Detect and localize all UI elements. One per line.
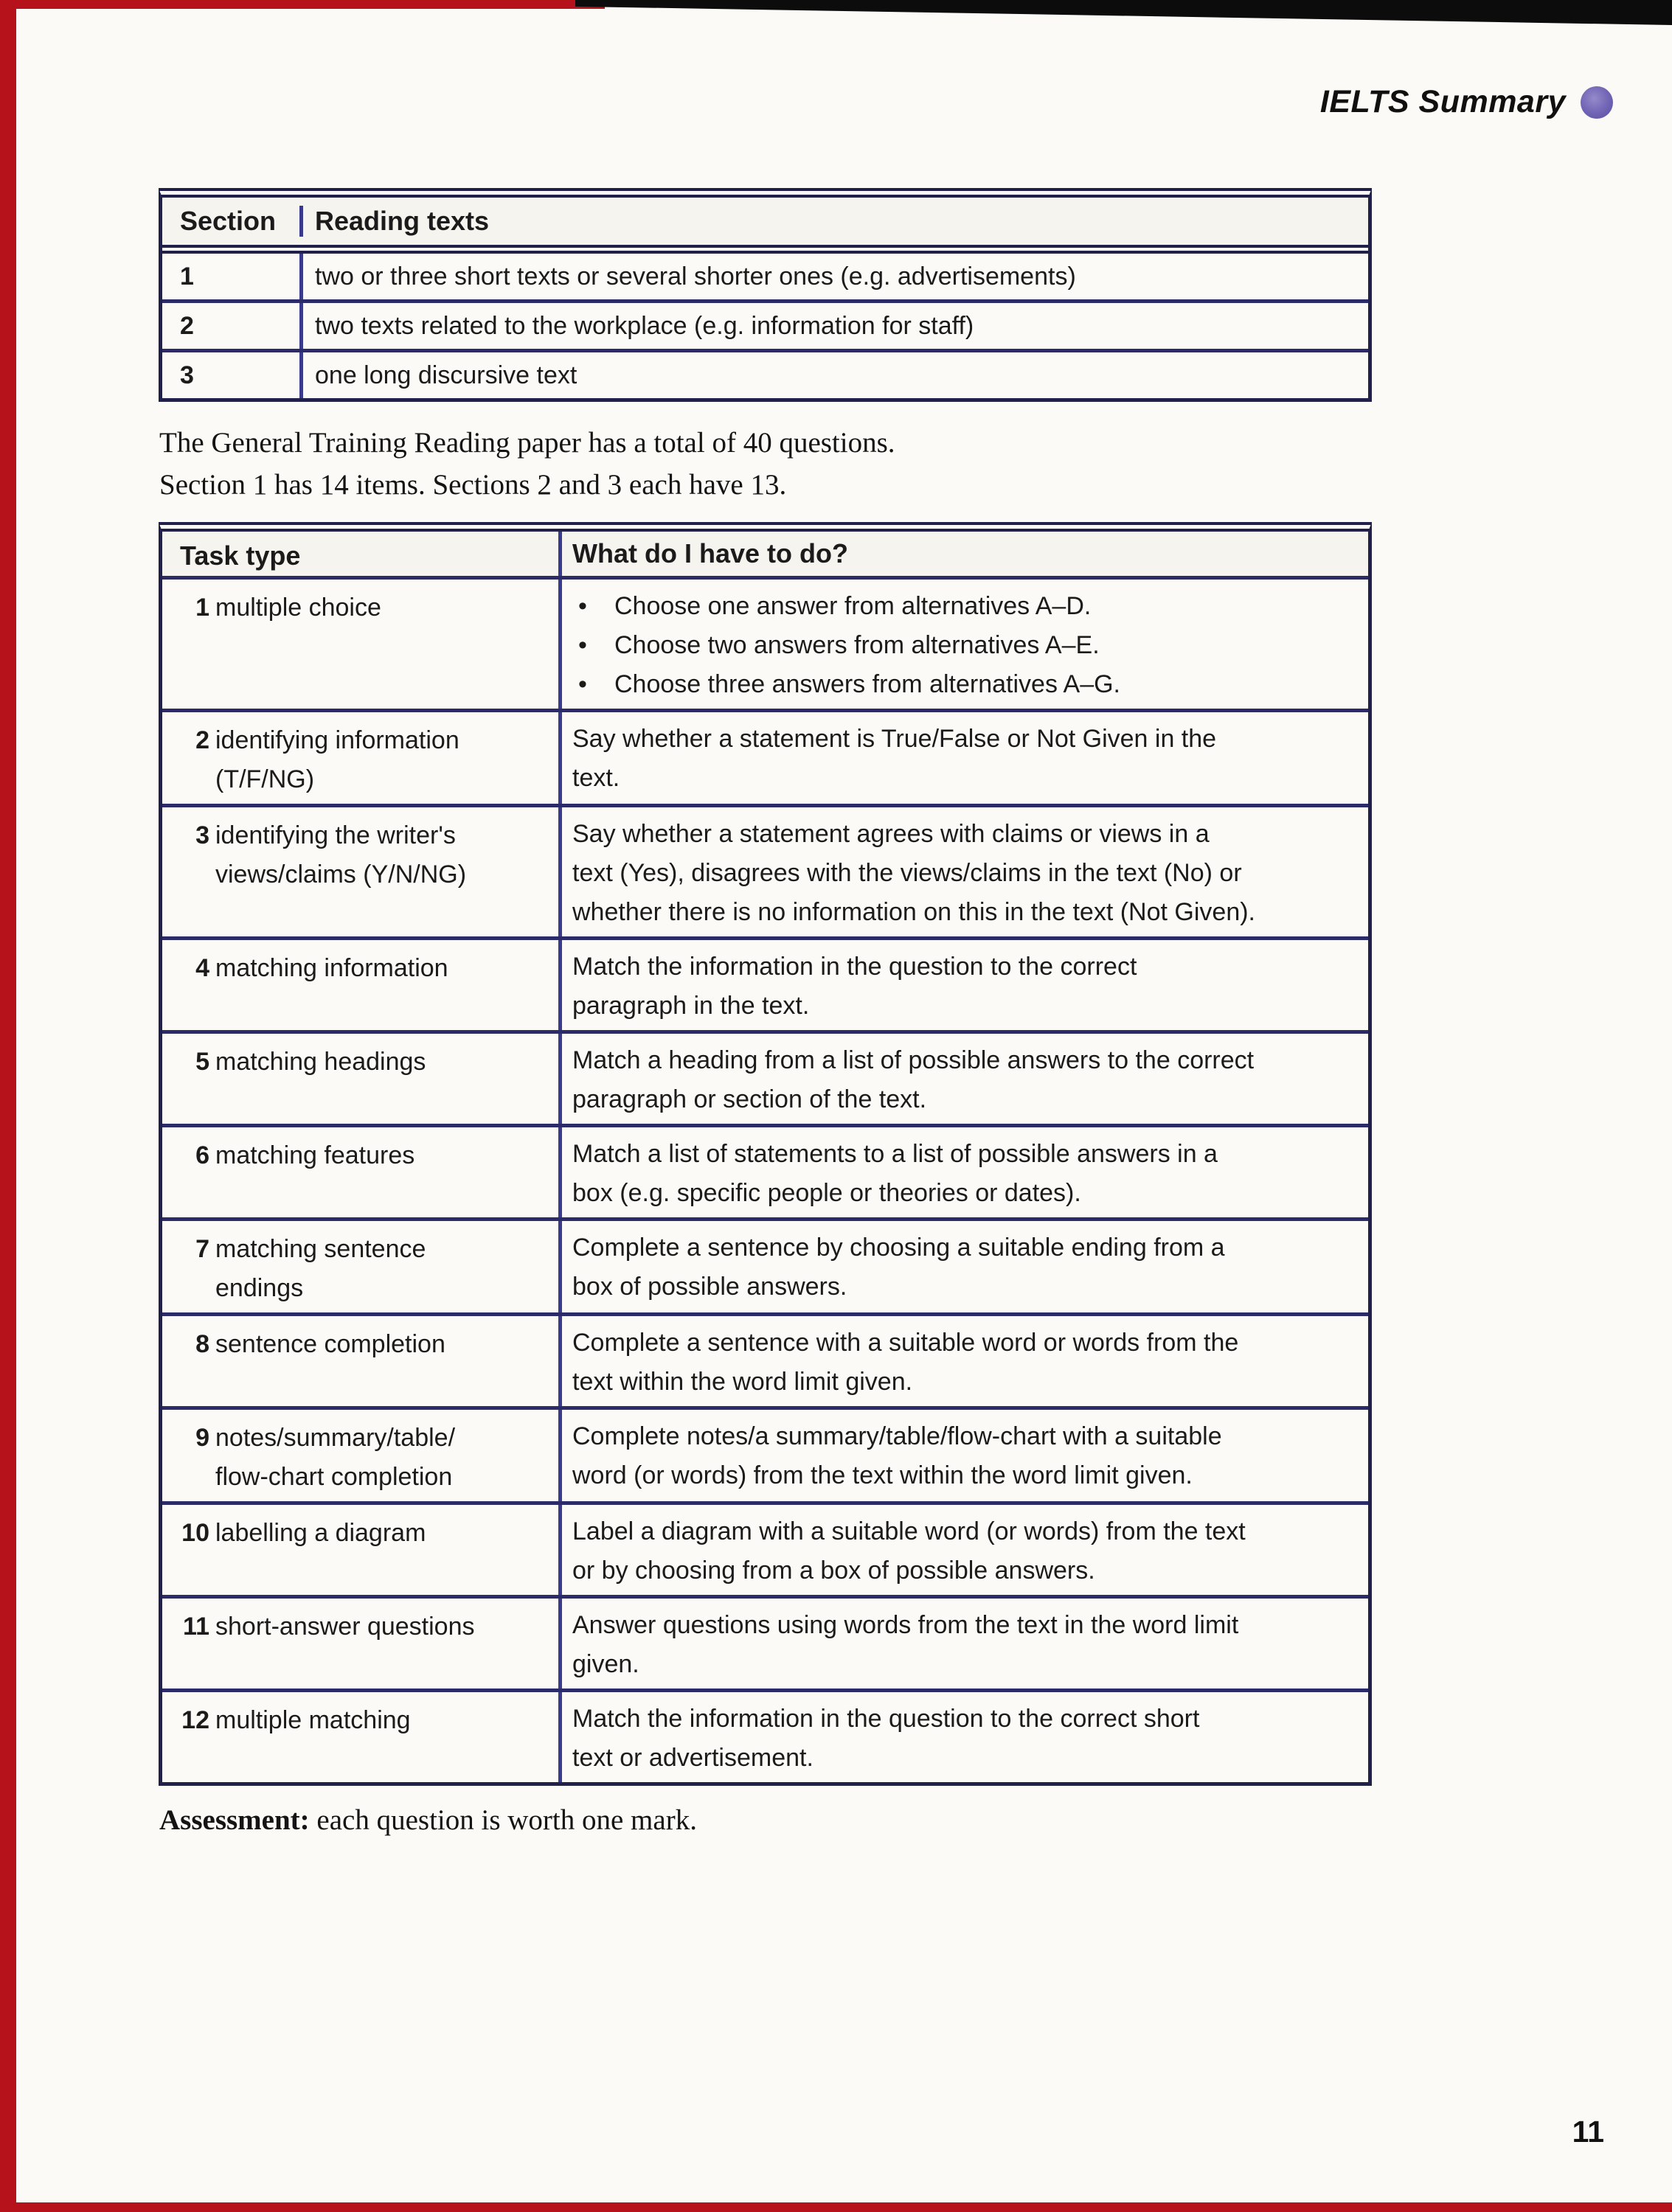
- task-number: 9: [195, 1424, 209, 1452]
- column-header-task-type: Task type: [162, 532, 562, 576]
- bullet-text: Choose two answers from alternatives A–E.: [614, 631, 1100, 659]
- column-header-what-to-do: What do I have to do?: [572, 538, 848, 568]
- running-header: [1320, 84, 1613, 120]
- task-number: 5: [195, 1048, 209, 1076]
- table-row: [162, 1030, 1368, 1124]
- task-label: multiple choice: [215, 594, 381, 622]
- page-title: IELTS Summary: [1319, 84, 1566, 119]
- task-label: matching information: [215, 954, 448, 982]
- table-row: [162, 254, 1368, 299]
- table-row: [162, 709, 1368, 804]
- table-row: [162, 1312, 1368, 1406]
- task-description-cell: Answer questions using words from the text in the word limit given.: [572, 1611, 1239, 1678]
- task-description-cell: Match a list of statements to a list of possible answers in a box (e.g. specific people or theories or dates).: [572, 1140, 1218, 1207]
- bullet-text: Choose three answers from alternatives A–G.: [614, 670, 1120, 698]
- task-table: [159, 522, 1372, 1786]
- task-description-cell: Complete notes/a summary/table/flow-chart with a suitable word (or words) from the text within the word limit given.: [572, 1422, 1222, 1489]
- task-number: 1: [195, 594, 209, 622]
- task-description-cell: Label a diagram with a suitable word (or words) from the text or by choosing from a box of possible answers.: [572, 1517, 1246, 1585]
- task-number: 10: [181, 1519, 209, 1547]
- task-label: sentence completion: [215, 1330, 445, 1358]
- task-label: matching sentence endings: [215, 1235, 426, 1302]
- task-number: 2: [195, 726, 209, 754]
- task-label: notes/summary/table/ flow-chart completion: [215, 1424, 456, 1491]
- reading-texts-cell: two or three short texts or several shorter ones (e.g. advertisements): [315, 262, 1076, 291]
- task-label: matching headings: [215, 1048, 426, 1076]
- scan-black-band: [575, 0, 1672, 25]
- task-number: 8: [195, 1330, 209, 1358]
- assessment-note: [159, 1804, 697, 1837]
- table-row: [162, 580, 1368, 709]
- section-number: 3: [162, 352, 303, 398]
- table-row: [162, 1595, 1368, 1688]
- task-label: labelling a diagram: [215, 1519, 426, 1547]
- task-label: short-answer questions: [215, 1613, 475, 1641]
- bullet-line: [572, 587, 1349, 626]
- section-table-header-row: [162, 198, 1368, 254]
- bullet-icon: •: [578, 592, 587, 620]
- task-number: 11: [183, 1613, 209, 1641]
- bullet-icon: •: [578, 670, 587, 698]
- section-number: 1: [162, 254, 303, 299]
- bullet-line: [572, 626, 1349, 665]
- task-number: 3: [195, 821, 209, 849]
- table-row: [162, 1124, 1368, 1217]
- task-description-cell: Match the information in the question to the correct short text or advertisement.: [572, 1705, 1200, 1772]
- task-description-cell: [562, 580, 1368, 709]
- table-row: [162, 349, 1368, 398]
- assessment-text: each question is worth one mark.: [309, 1804, 697, 1836]
- table-row: [162, 804, 1368, 936]
- intro-line: Section 1 has 14 items. Sections 2 and 3 each have 13.: [159, 469, 787, 501]
- task-label: identifying information (T/F/NG): [215, 726, 459, 793]
- column-header-reading-texts: Reading texts: [315, 206, 490, 236]
- table-row: [162, 1217, 1368, 1312]
- task-description-cell: Match a heading from a list of possible answers to the correct paragraph or section of the text.: [572, 1046, 1255, 1113]
- scan-edge-top: [0, 0, 605, 9]
- column-header-section: Section: [162, 206, 303, 237]
- task-number: 7: [195, 1235, 209, 1263]
- table-row: [162, 1501, 1368, 1595]
- task-table-header-row: [162, 532, 1368, 580]
- bullet-text: Choose one answer from alternatives A–D.: [614, 592, 1092, 620]
- task-description-cell: Say whether a statement is True/False or Not Given in the text.: [572, 725, 1217, 792]
- bullet-line: [572, 665, 1349, 704]
- chapter-dot-icon: [1581, 86, 1613, 119]
- bullet-icon: •: [578, 631, 587, 659]
- task-label: identifying the writer's views/claims (Y/N/NG): [215, 821, 467, 888]
- table-row: [162, 936, 1368, 1030]
- section-table: [159, 188, 1372, 402]
- table-row: [162, 299, 1368, 349]
- task-description-cell: Say whether a statement agrees with claims or views in a text (Yes), disagrees with the views/claims in the text (No) or whether there is no information on this in the text (Not Given).: [572, 820, 1256, 926]
- reading-texts-cell: one long discursive text: [315, 361, 577, 389]
- reading-texts-cell: two texts related to the workplace (e.g. information for staff): [315, 311, 974, 340]
- section-number: 2: [162, 303, 303, 349]
- assessment-label: Assessment:: [159, 1804, 310, 1836]
- intro-paragraph: [159, 422, 1310, 506]
- task-description-cell: Complete a sentence with a suitable word or words from the text within the word limit given.: [572, 1329, 1239, 1396]
- table-row: [162, 1688, 1368, 1782]
- page-number: 11: [1572, 2115, 1604, 2149]
- task-description-cell: Complete a sentence by choosing a suitable ending from a box of possible answers.: [572, 1234, 1225, 1301]
- task-label: multiple matching: [215, 1706, 411, 1734]
- task-label: matching features: [215, 1141, 415, 1169]
- task-description-cell: Match the information in the question to the correct paragraph in the text.: [572, 953, 1137, 1020]
- task-number: 6: [195, 1141, 209, 1169]
- table-row: [162, 1406, 1368, 1501]
- task-number: 4: [195, 954, 209, 982]
- scan-edge-left: [0, 0, 16, 2212]
- scan-edge-bottom: [0, 2202, 1672, 2212]
- intro-line: The General Training Reading paper has a total of 40 questions.: [159, 427, 895, 459]
- task-number: 12: [181, 1706, 209, 1734]
